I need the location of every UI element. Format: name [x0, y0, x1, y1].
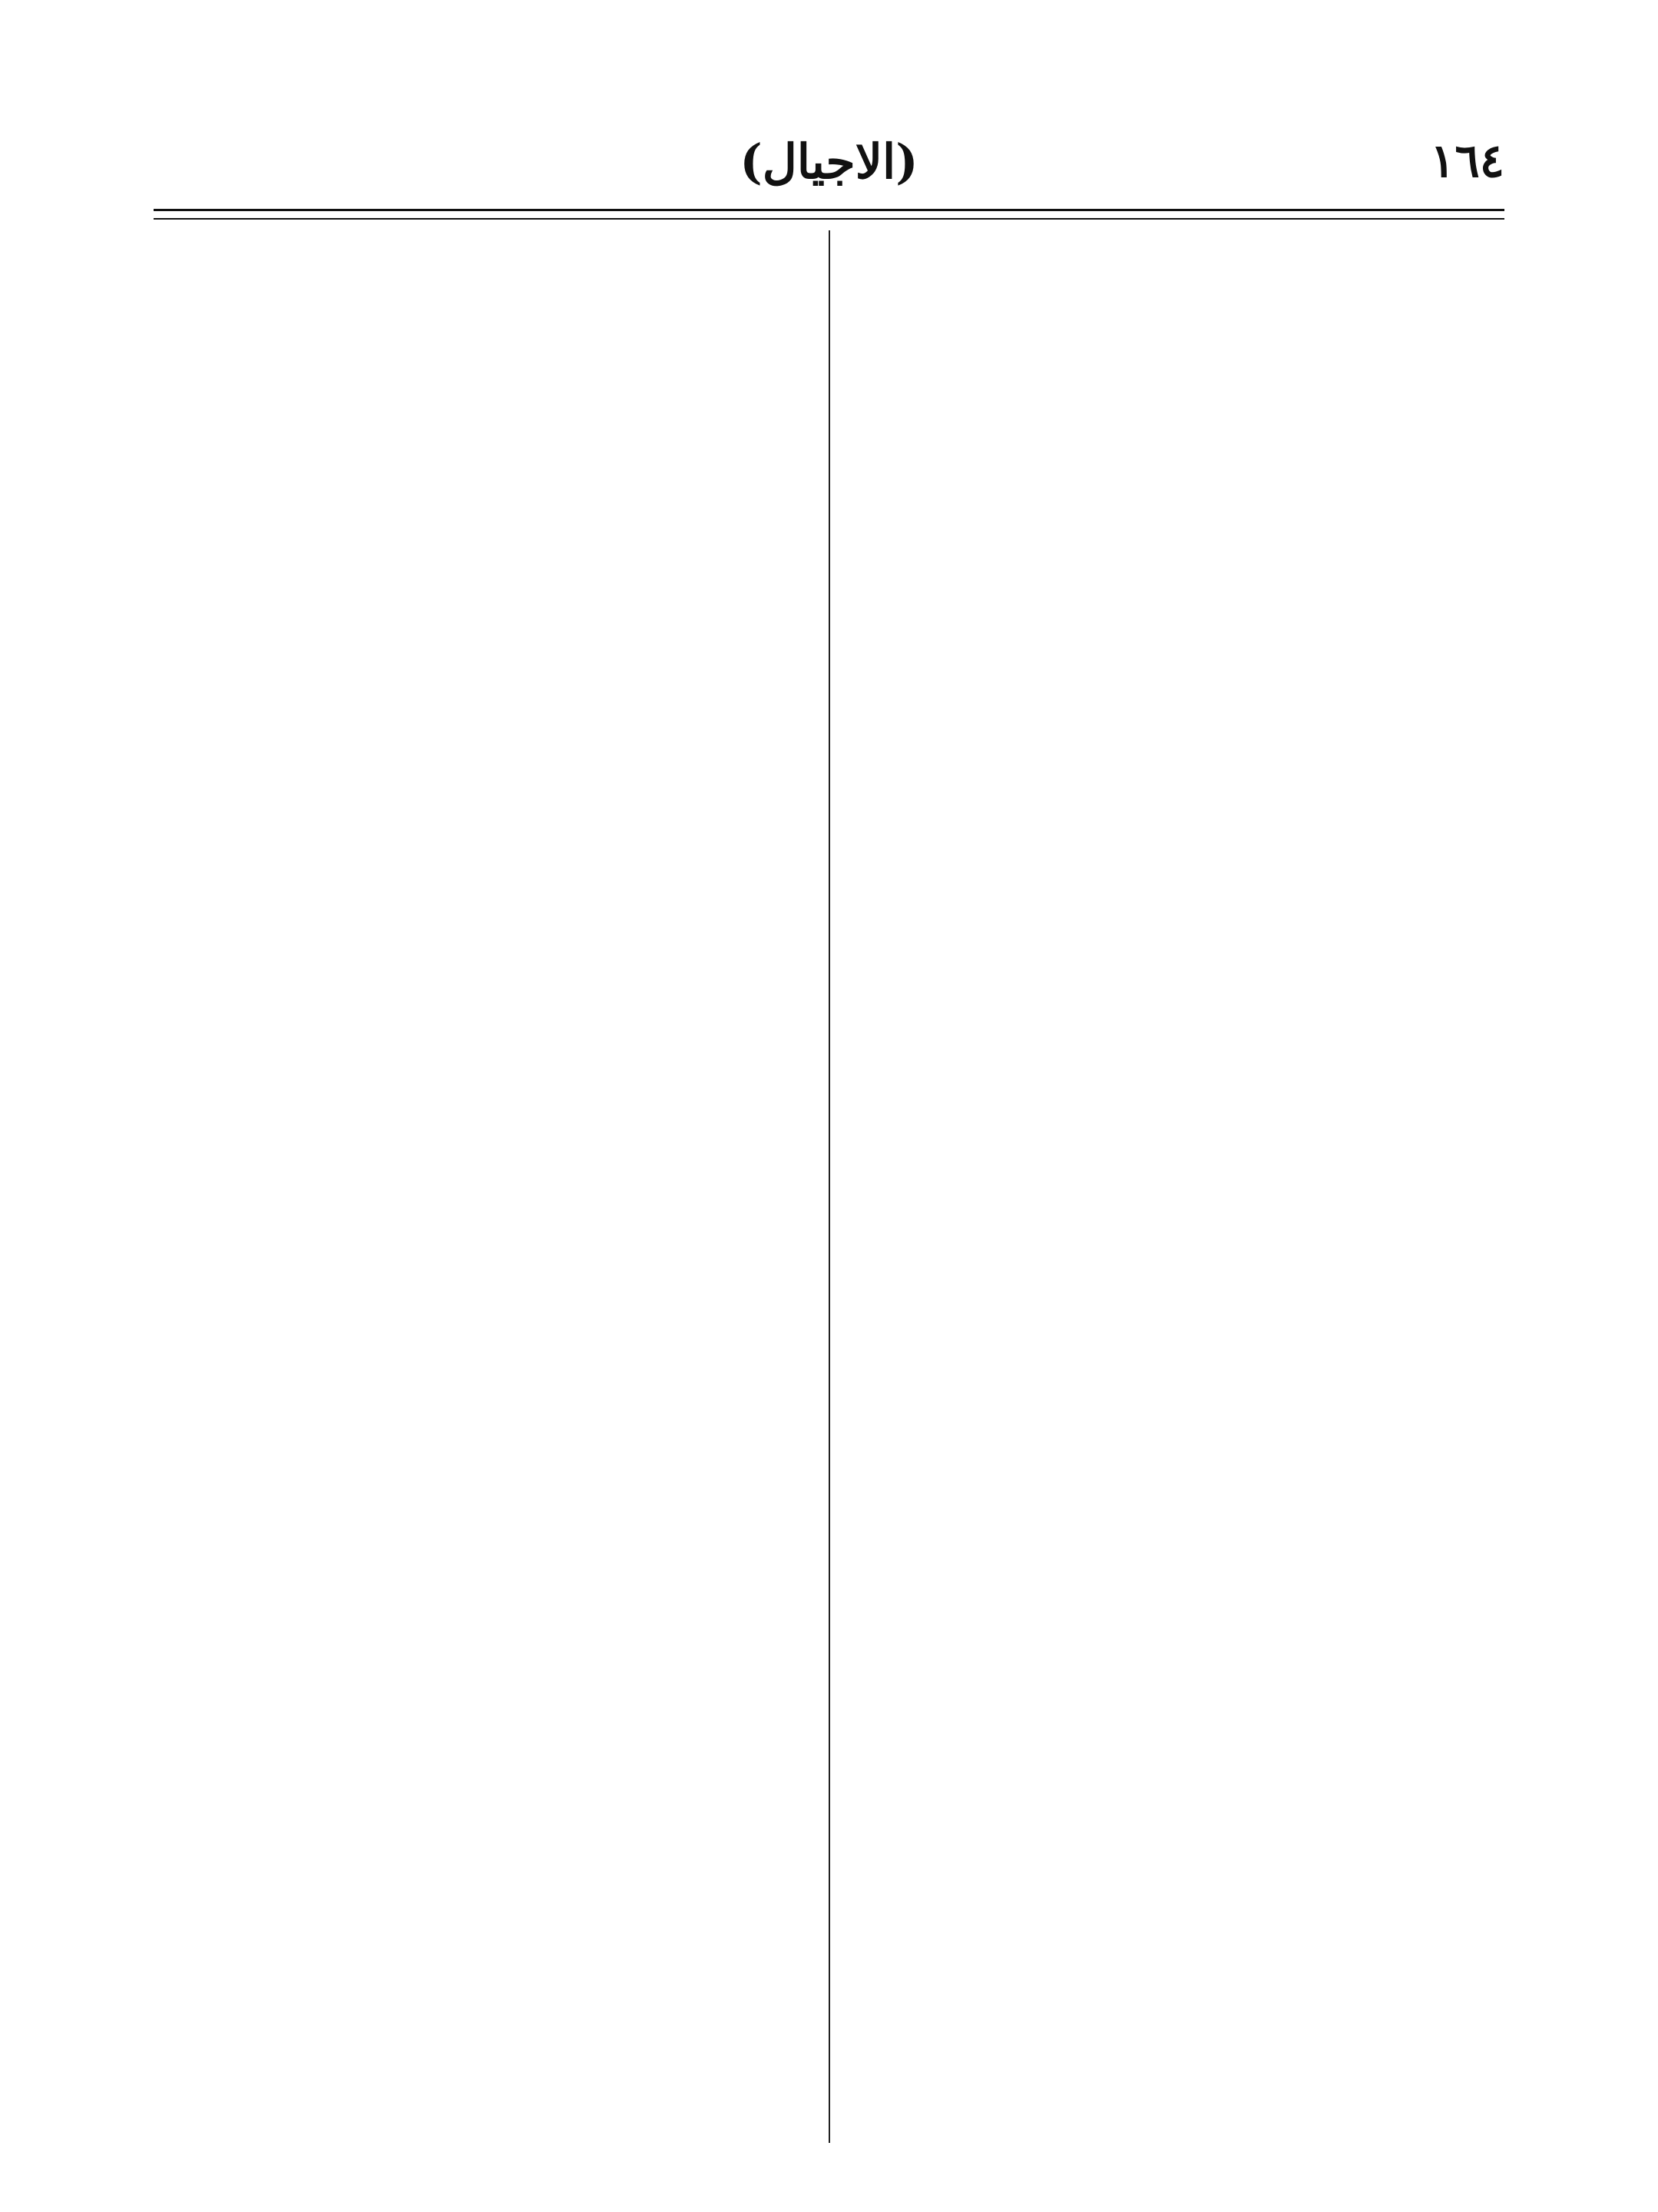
- right-column: [846, 230, 1505, 2143]
- left-column: [154, 230, 813, 2143]
- page-header: [154, 123, 1504, 200]
- header-rule-top: [154, 209, 1504, 211]
- header-rule-bottom: [154, 218, 1504, 220]
- running-head: (الاجيال): [740, 133, 918, 190]
- page-number: ١٦٤: [1430, 134, 1504, 188]
- text-columns: [154, 230, 1504, 2143]
- column-divider: [829, 230, 830, 2143]
